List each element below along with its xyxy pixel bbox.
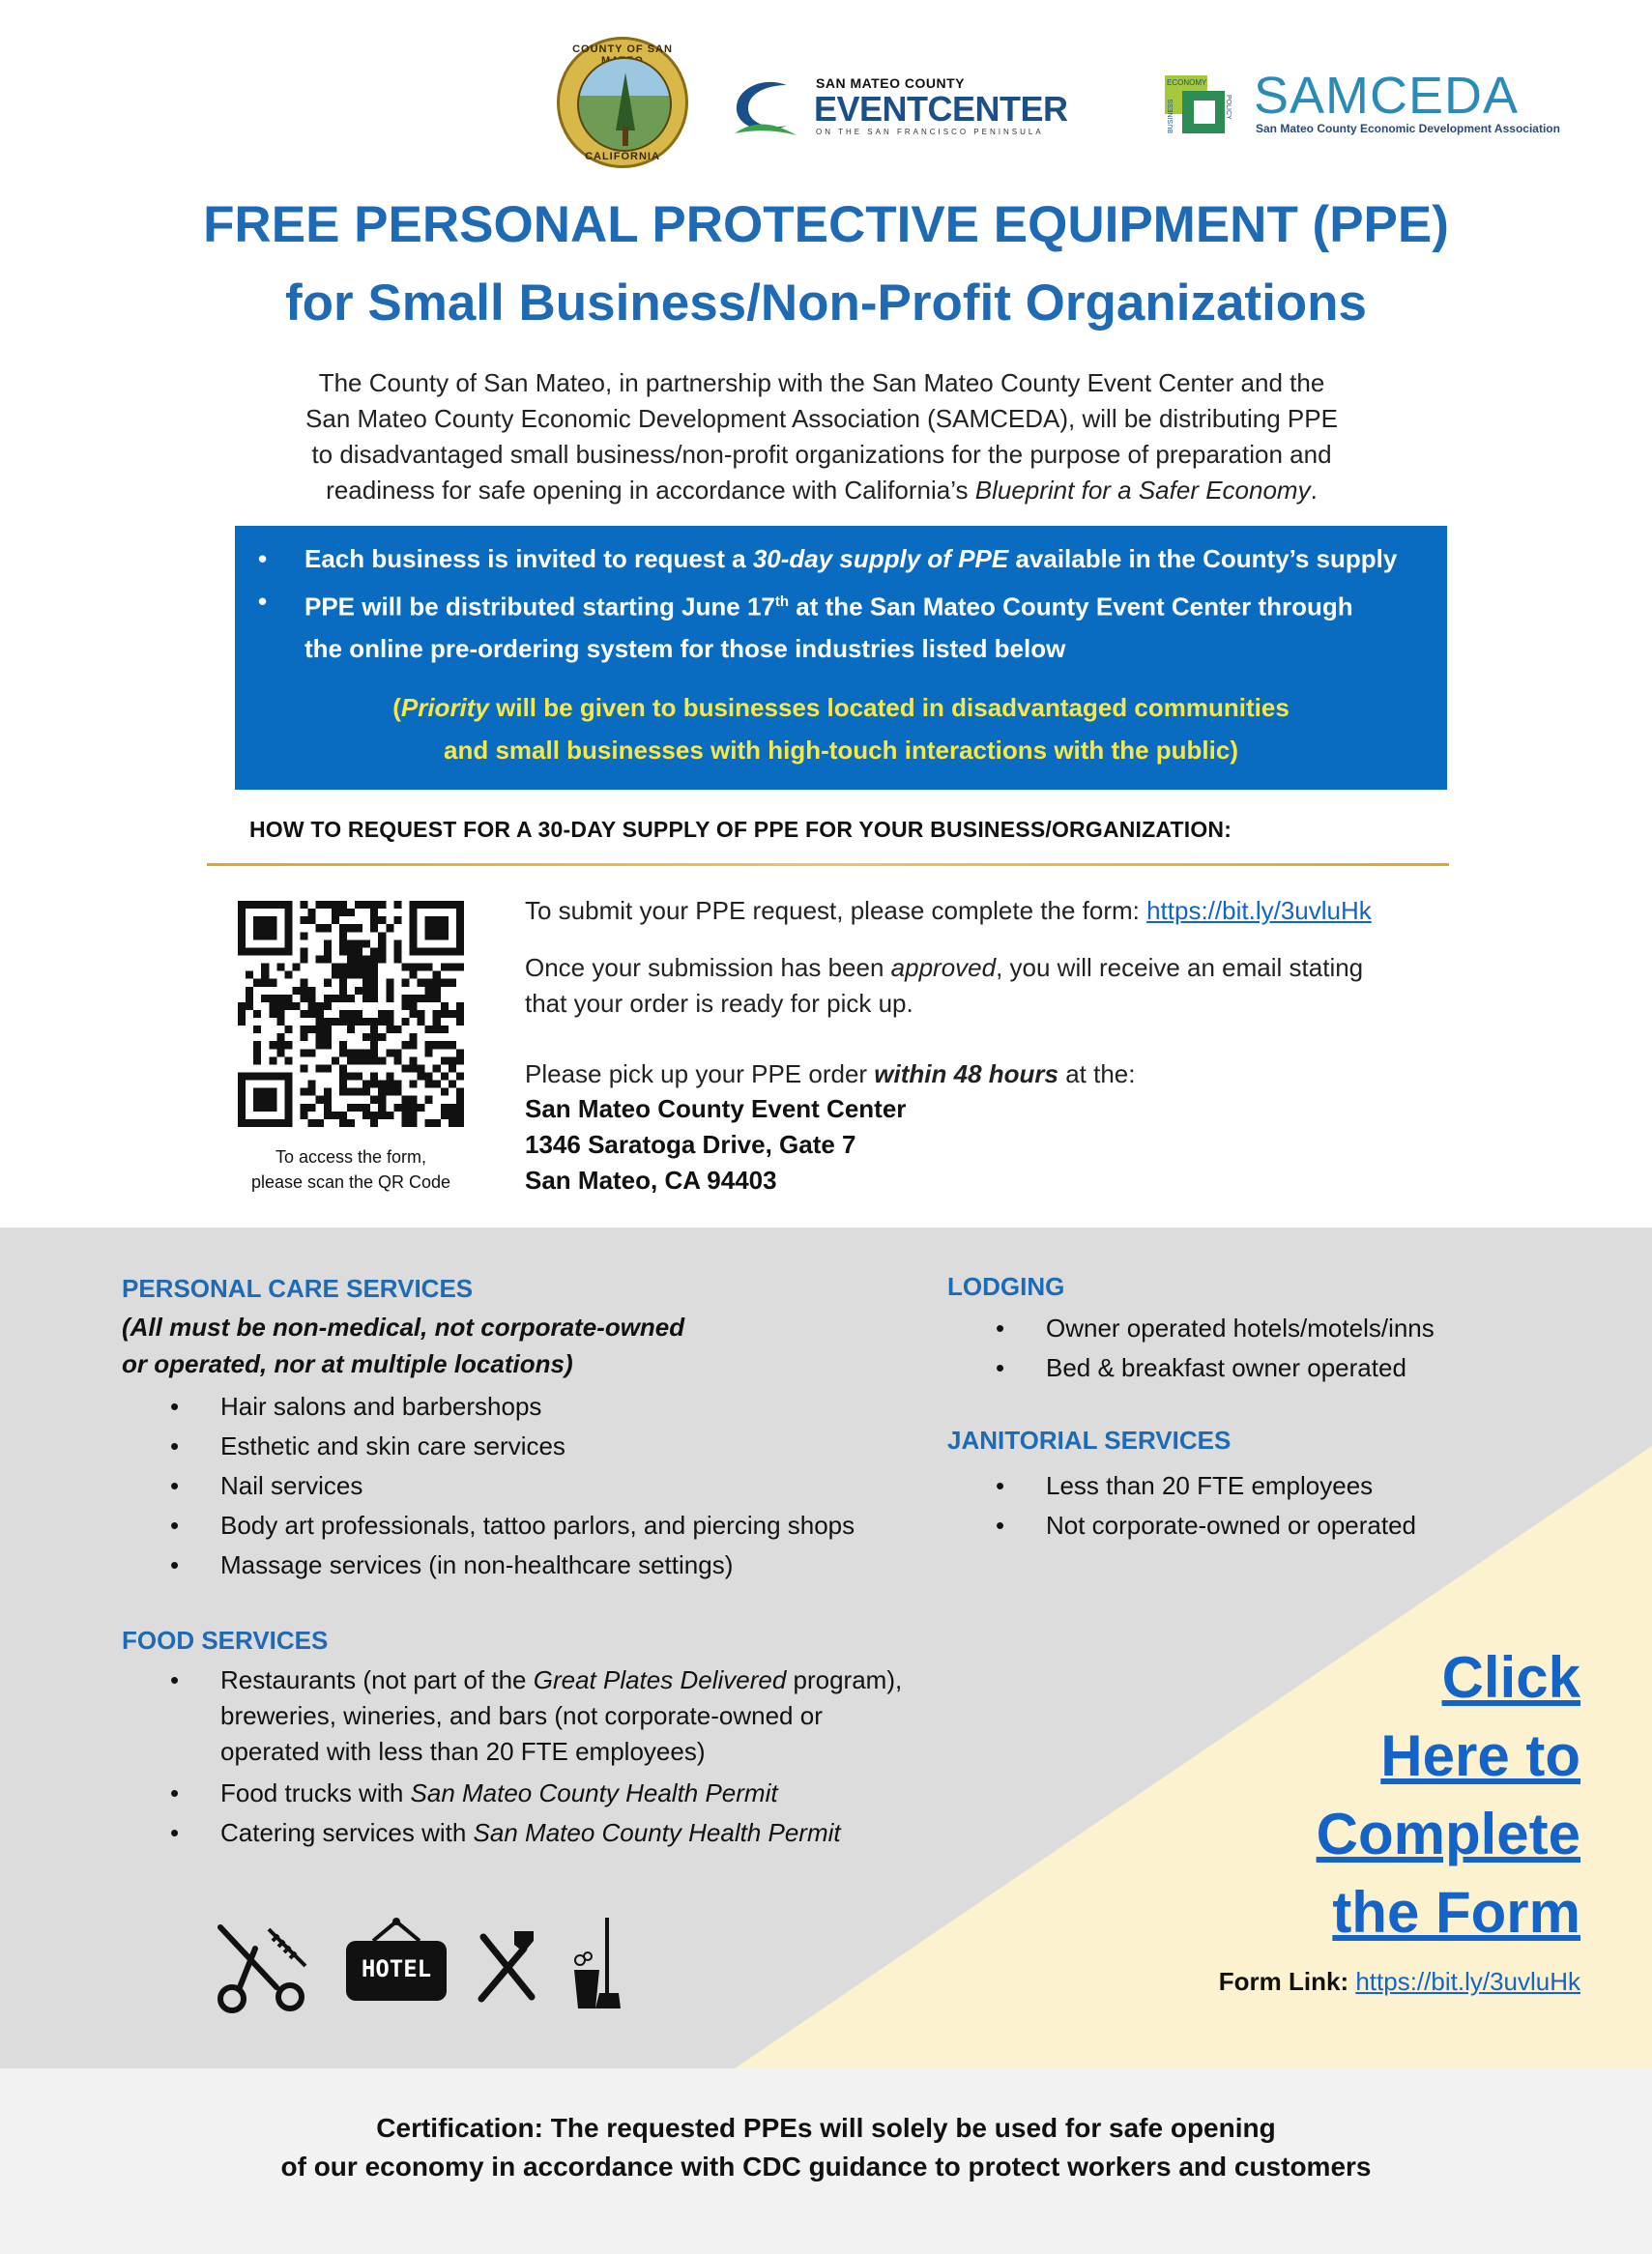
samceda-subtitle: San Mateo County Economic Development Association — [1256, 122, 1560, 135]
list-item: • Food trucks with San Mateo County Health Permit — [170, 1778, 778, 1807]
scissors-comb-icon — [211, 1920, 315, 2016]
submit-instructions: To submit your PPE request, please complete the form: https://bit.ly/3uvluHk — [525, 896, 1372, 925]
event-center-logo — [731, 72, 1114, 145]
divider — [207, 863, 1449, 866]
form-link-line: Form Link: https://bit.ly/3uvluHk — [1218, 1967, 1580, 1996]
list-item: • Massage services (in non-healthcare settings) — [170, 1550, 734, 1579]
form-link-bottom[interactable]: https://bit.ly/3uvluHk — [1355, 1967, 1580, 1996]
samceda-name: SAMCEDA — [1254, 67, 1520, 125]
list-item: • Esthetic and skin care services — [170, 1431, 565, 1460]
info-bullet-1: • Each business is invited to request a 30-day supply of PPE available in the County’s supply — [304, 538, 1435, 580]
samceda-logo — [1165, 66, 1571, 143]
address-line-1: San Mateo County Event Center — [525, 1094, 907, 1123]
seal-top-text: COUNTY OF SAN — [572, 43, 673, 55]
janitorial-heading: JANITORIAL SERVICES — [947, 1426, 1232, 1455]
lodging-list — [996, 1309, 1587, 1388]
personal-care-note: (All must be non-medical, not corporate-owned or operated, nor at multiple locations) — [122, 1313, 685, 1378]
list-item: • Restaurants (not part of the Great Plates Delivered program), breweries, wineries, and bars (not corporate-owned or operated with less than 20 FTE employees) — [170, 1665, 903, 1766]
list-item: • Not corporate-owned or operated — [996, 1511, 1417, 1540]
samceda-box-text-2: BUSINESS — [1168, 99, 1174, 133]
list-item: • Body art professionals, tattoo parlors, and piercing shops — [170, 1511, 855, 1540]
hotel-sign-text: HOTEL — [361, 1955, 432, 1982]
personal-care-list — [170, 1387, 974, 1585]
page-title-line-1: FREE PERSONAL PROTECTIVE EQUIPMENT (PPE) — [203, 196, 1449, 253]
intro-paragraph — [232, 365, 1411, 508]
certification-section — [0, 2068, 1652, 2254]
list-item: • Owner operated hotels/motels/inns — [996, 1314, 1435, 1343]
intro-line: San Mateo County Economic Development Association (SAMCEDA), will be distributing PPE — [305, 404, 1338, 433]
qr-caption: To access the form, please scan the QR Code — [250, 1147, 451, 1192]
food-services-list — [170, 1662, 994, 1853]
fork-knife-icon — [476, 1927, 537, 2005]
address-line-3: San Mateo, CA 94403 — [525, 1166, 777, 1195]
certification-text: Certification: The requested PPEs will solely be used for safe opening of our economy in accordance with CDC guidance to protect workers and customers — [280, 2113, 1372, 2182]
intro-line: to disadvantaged small business/non-profit organizations for the purpose of preparation and — [311, 440, 1332, 469]
samceda-box-text-3: POLICY — [1225, 95, 1232, 120]
priority-note: (Priority will be given to businesses located in disadvantaged communities and small businesses with high-touch interactions with the public) — [392, 693, 1290, 765]
intro-line: readiness for safe opening in accordance with California’s Blueprint for a Safer Economy. — [326, 476, 1318, 505]
how-to-heading: HOW TO REQUEST FOR A 30-DAY SUPPLY OF PPE FOR YOUR BUSINESS/ORGANIZATION: — [249, 817, 1232, 842]
list-item: • Catering services with San Mateo County Health Permit — [170, 1818, 841, 1847]
list-item: • Bed & breakfast owner operated — [996, 1353, 1406, 1382]
pickup-instructions: Please pick up your PPE order within 48 hours at the: — [525, 1059, 1136, 1088]
event-center-sub-text: ON THE SAN FRANCISCO PENINSULA — [816, 128, 1044, 136]
list-item: • Less than 20 FTE employees — [996, 1471, 1374, 1500]
intro-line: The County of San Mateo, in partnership with the San Mateo County Event Center and the — [318, 368, 1325, 397]
samceda-mark-icon — [1165, 75, 1232, 137]
qr-modules — [238, 901, 464, 1127]
personal-care-heading: PERSONAL CARE SERVICES — [122, 1274, 474, 1303]
event-center-main-text: EVENTCENTER — [814, 89, 1068, 129]
county-seal-logo — [557, 37, 688, 168]
list-item: • Nail services — [170, 1471, 363, 1500]
event-center-top-text: SAN MATEO COUNTY — [816, 75, 965, 91]
lodging-heading: LODGING — [947, 1272, 1065, 1301]
seal-bottom-text: CALIFORNIA — [585, 151, 660, 162]
seal-tree-icon — [577, 57, 672, 152]
blueprint-title: Blueprint for a Safer Economy — [974, 476, 1311, 505]
form-link[interactable]: https://bit.ly/3uvluHk — [1146, 896, 1372, 925]
samceda-box-text-1: ECONOMY — [1167, 78, 1207, 87]
qr-code-icon[interactable] — [238, 901, 464, 1127]
list-item: • Hair salons and barbershops — [170, 1392, 542, 1421]
address-line-2: 1346 Saratoga Drive, Gate 7 — [525, 1130, 856, 1159]
bullet-icon: • — [258, 544, 268, 573]
bullet-icon: • — [258, 587, 268, 616]
bucket-mop-icon — [570, 1916, 621, 2010]
approval-instructions: Once your submission has been approved, you will receive an email stating that your order is ready for pick up. — [525, 953, 1364, 1018]
food-services-heading: FOOD SERVICES — [122, 1626, 329, 1655]
janitorial-list — [996, 1466, 1587, 1546]
page-title-line-2: for Small Business/Non-Profit Organizations — [284, 275, 1368, 332]
event-center-swoosh-icon — [731, 77, 798, 139]
info-bullet-2: • PPE will be distributed starting June 17th at the San Mateo County Event Center through the online pre-ordering system for those industries listed below — [304, 581, 1435, 670]
complete-form-button[interactable]: Click Here to Complete the Form — [1316, 1645, 1580, 1945]
hotel-sign-icon — [344, 1916, 449, 2005]
